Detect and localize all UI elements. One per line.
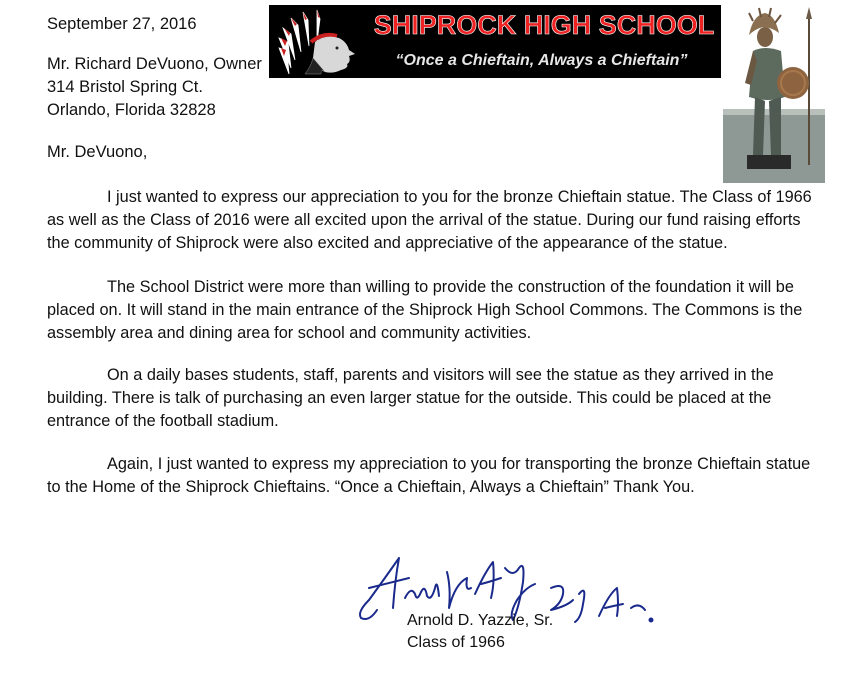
paragraph-4: Again, I just wanted to express my appreciation to you for transporting the bronze Chieftain statue to the Home of the Shiprock Chieftains. “Once a Chieftain, Always a Chieftain” Thank You. xyxy=(47,455,811,496)
letter-date: September 27, 2016 xyxy=(47,15,197,33)
paragraph-2: The School District were more than willing to provide the construction of the foundation it will be placed on. It will stand in the main entrance of the Shiprock High School Commons. The Commons is the assembly area and dining area for school and community activities. xyxy=(47,278,803,342)
recipient-city: Orlando, Florida 32828 xyxy=(47,101,216,119)
chieftain-logo-icon xyxy=(275,8,371,76)
chieftain-statue-photo xyxy=(723,5,825,183)
school-motto: “Once a Chieftain, Always a Chieftain” xyxy=(395,52,688,69)
signer-class: Class of 1966 xyxy=(407,634,505,651)
paragraph-1: I just wanted to express our appreciation to you for the bronze Chieftain statue. The Class of 1966 as well as the Class of 2016 were all excited upon the arrival of the statue. During our fund raising efforts the community of Shiprock were also excited and appreciative of the appearance of the statue. xyxy=(47,188,812,252)
recipient-address xyxy=(47,53,262,122)
salutation: Mr. DeVuono, xyxy=(47,143,148,161)
recipient-name: Mr. Richard DeVuono, Owner xyxy=(47,55,262,73)
signer-name: Arnold D. Yazzie, Sr. xyxy=(407,612,554,629)
paragraph-3: On a daily bases students, staff, parents and visitors will see the statue as they arrived in the building. There is talk of purchasing an even larger statue for the outside. This could be placed at the entrance of the football stadium. xyxy=(47,366,774,430)
recipient-street: 314 Bristol Spring Ct. xyxy=(47,78,203,96)
school-name-title: SHIPROCK HIGH SCHOOL xyxy=(373,10,715,40)
school-banner xyxy=(269,5,721,78)
